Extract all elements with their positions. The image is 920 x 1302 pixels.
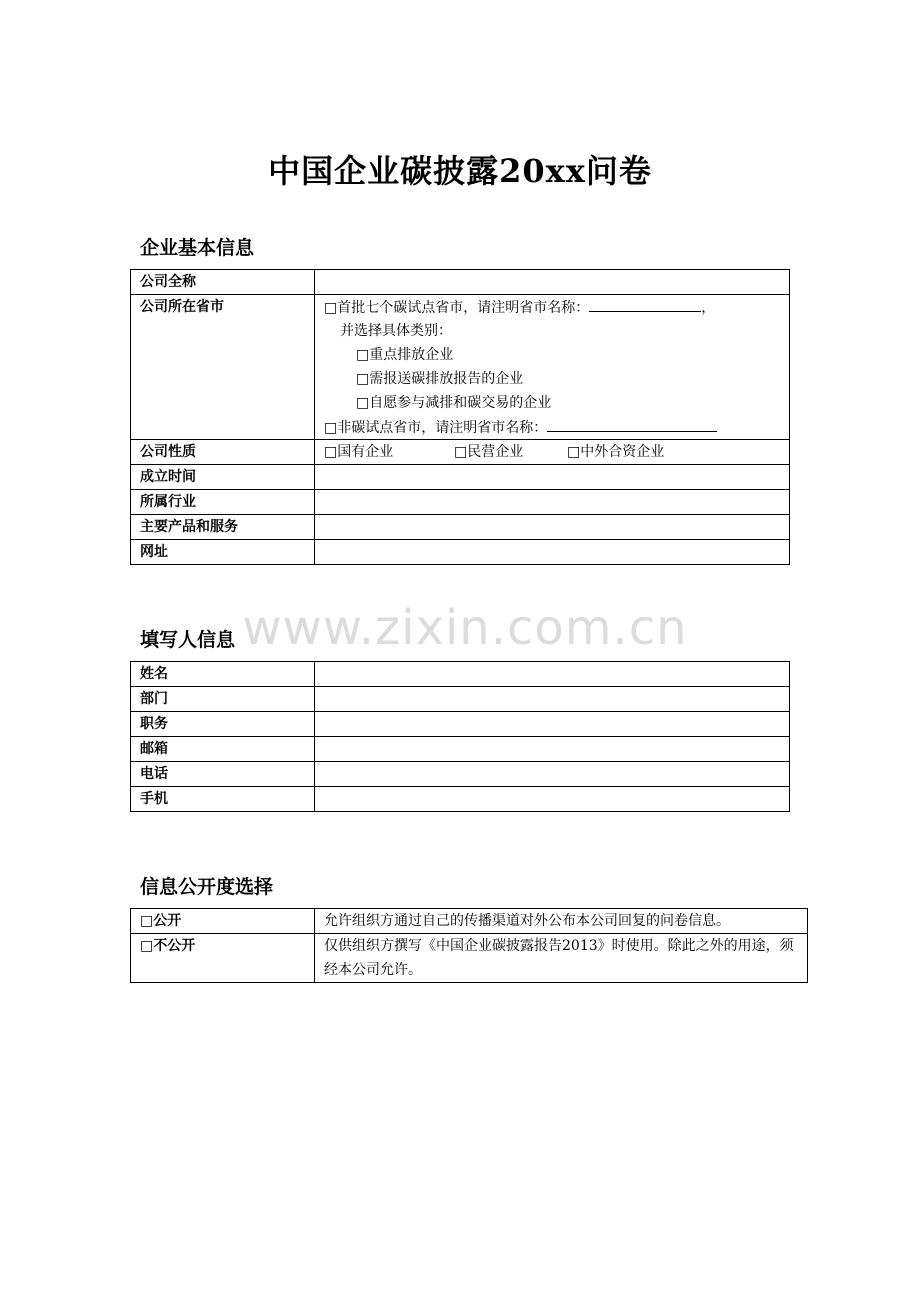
nature-options xyxy=(315,440,790,465)
row-label-founded: 成立时间 xyxy=(131,465,315,490)
basic-info-table xyxy=(130,269,790,565)
pilot-province-option[interactable] xyxy=(324,295,780,319)
row-label-name: 姓名 xyxy=(131,662,315,687)
phone-field[interactable] xyxy=(315,762,790,787)
row-label-industry: 所属行业 xyxy=(131,490,315,515)
table-row xyxy=(131,934,808,983)
non-pilot-province-name-field[interactable] xyxy=(547,415,717,432)
choose-type-label: 并选择具体类别： xyxy=(340,323,452,339)
section-heading-filler-info: 填写人信息 xyxy=(140,629,236,651)
row-label-nature: 公司性质 xyxy=(131,440,315,465)
filler-info-table xyxy=(130,661,790,812)
table-row xyxy=(131,787,790,812)
industry-field[interactable] xyxy=(315,490,790,515)
table-row xyxy=(131,295,790,440)
disclosure-table xyxy=(130,908,808,983)
option-public[interactable]: □公开 xyxy=(131,909,315,934)
table-row xyxy=(131,490,790,515)
watermark: www.zixin.com.cn xyxy=(242,600,688,656)
option-state-owned[interactable]: □国有企业 xyxy=(324,444,394,460)
products-field[interactable] xyxy=(315,515,790,540)
table-row xyxy=(131,662,790,687)
option-not-public[interactable]: □不公开 xyxy=(131,934,315,983)
row-label-department: 部门 xyxy=(131,687,315,712)
mobile-field[interactable] xyxy=(315,787,790,812)
option-joint-venture[interactable]: □中外合资企业 xyxy=(567,444,665,460)
row-label-position: 职务 xyxy=(131,712,315,737)
location-options xyxy=(315,295,790,440)
non-pilot-province-option[interactable] xyxy=(324,415,780,439)
full-name-field[interactable] xyxy=(315,270,790,295)
table-row xyxy=(131,440,790,465)
table-row xyxy=(131,909,808,934)
department-field[interactable] xyxy=(315,687,790,712)
option-voluntary-trading[interactable]: □自愿参与减排和碳交易的企业 xyxy=(356,395,552,411)
table-row xyxy=(131,762,790,787)
option-report-required[interactable]: □需报送碳排放报告的企业 xyxy=(356,371,524,387)
row-label-website: 网址 xyxy=(131,540,315,565)
table-row xyxy=(131,465,790,490)
position-field[interactable] xyxy=(315,712,790,737)
section-heading-disclosure: 信息公开度选择 xyxy=(140,876,274,898)
table-row xyxy=(131,737,790,762)
option-private[interactable]: □民营企业 xyxy=(454,444,524,460)
pilot-province-option-label: □首批七个碳试点省市，请注明省市名称： xyxy=(324,300,590,316)
not-public-description: 仅供组织方撰写《中国企业碳披露报告2013》时使用。除此之外的用途，须经本公司允许。 xyxy=(315,934,808,983)
document-title: 中国企业碳披露20xx问卷 xyxy=(268,152,652,190)
row-label-products: 主要产品和服务 xyxy=(131,515,315,540)
table-row xyxy=(131,687,790,712)
non-pilot-province-option-label: □非碳试点省市，请注明省市名称： xyxy=(324,420,548,436)
email-field[interactable] xyxy=(315,737,790,762)
option-key-emitter[interactable]: □重点排放企业 xyxy=(356,347,454,363)
row-label-location: 公司所在省市 xyxy=(131,295,315,440)
pilot-province-name-field[interactable] xyxy=(589,295,701,312)
name-field[interactable] xyxy=(315,662,790,687)
table-row xyxy=(131,712,790,737)
row-label-email: 邮箱 xyxy=(131,737,315,762)
row-label-phone: 电话 xyxy=(131,762,315,787)
table-row xyxy=(131,515,790,540)
row-label-mobile: 手机 xyxy=(131,787,315,812)
public-description: 允许组织方通过自己的传播渠道对外公布本公司回复的问卷信息。 xyxy=(315,909,808,934)
section-heading-basic-info: 企业基本信息 xyxy=(140,237,255,259)
website-field[interactable] xyxy=(315,540,790,565)
row-label-full-name: 公司全称 xyxy=(131,270,315,295)
table-row xyxy=(131,540,790,565)
table-row xyxy=(131,270,790,295)
founded-field[interactable] xyxy=(315,465,790,490)
pilot-trailing-comma: ， xyxy=(701,300,716,316)
